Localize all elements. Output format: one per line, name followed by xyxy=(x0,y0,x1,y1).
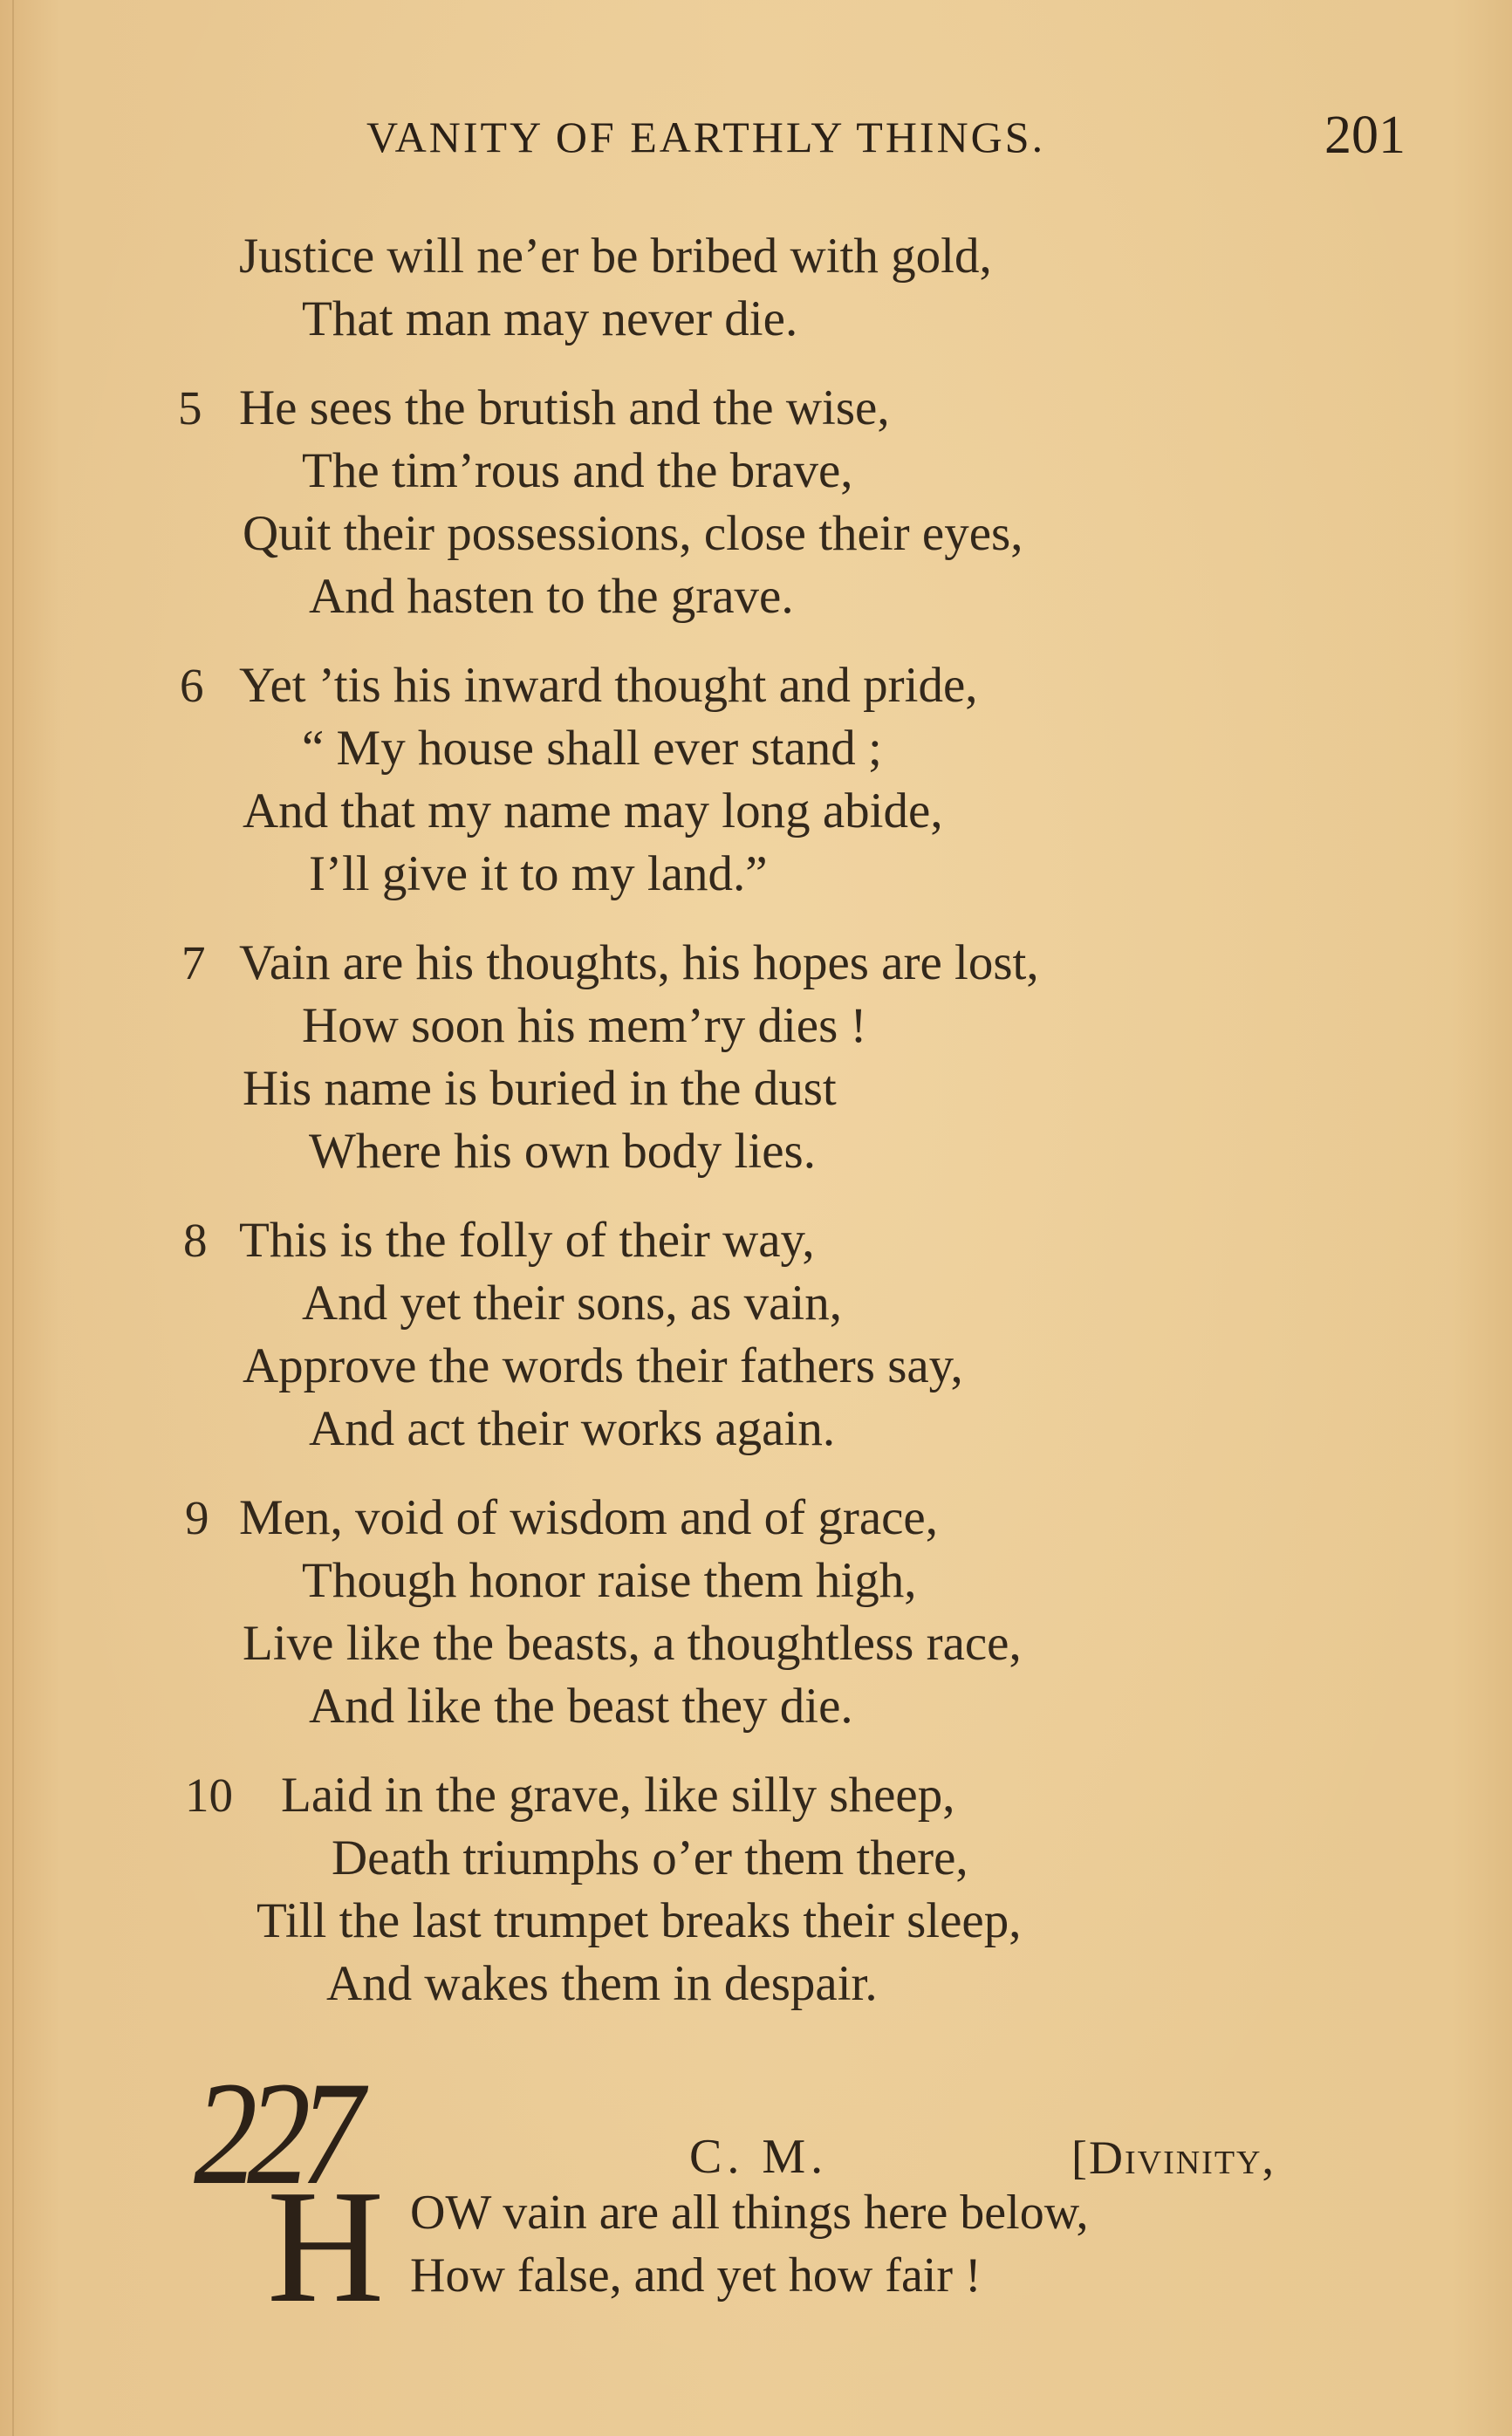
verse-line: Live like the beasts, a thoughtless race, xyxy=(243,1616,1022,1671)
hymn-topic: [Divinity, xyxy=(1071,2132,1276,2184)
stanza-continued xyxy=(0,225,1512,351)
verse-line-text: Laid in the grave, like silly sheep, xyxy=(281,1768,955,1823)
stanza-8 xyxy=(0,1209,1512,1461)
verse-line-text: Yet ’tis his inward thought and pride, xyxy=(239,658,978,713)
verse-line: And wakes them in despair. xyxy=(326,1956,878,2011)
hymn-226-text xyxy=(0,225,1512,2015)
verse-line: And yet their sons, as vain, xyxy=(302,1276,842,1331)
verse-line: Death triumphs o’er them there, xyxy=(332,1830,968,1885)
hymn-meter: C. M. xyxy=(689,2130,829,2184)
verse-line xyxy=(0,377,1512,440)
verse-line-text: Vain are his thoughts, his hopes are lost, xyxy=(239,935,1039,990)
verse-line: Approve the words their fathers say, xyxy=(243,1338,963,1393)
verse-line: Till the last trumpet breaks their sleep, xyxy=(257,1893,1022,1948)
stanza-number: 10 xyxy=(185,1769,233,1822)
verse-line xyxy=(0,1209,1512,1272)
verse-line: His name is buried in the dust xyxy=(243,1061,837,1116)
stanza-number: 7 xyxy=(181,936,206,989)
verse-line: Though honor raise them high, xyxy=(302,1553,917,1608)
drop-cap: H xyxy=(267,2157,385,2337)
verse-line: The tim’rous and the brave, xyxy=(302,443,853,498)
stanza-10 xyxy=(0,1764,1512,2015)
verse-line xyxy=(0,1764,1512,1827)
verse-line: And hasten to the grave. xyxy=(309,569,794,624)
running-head: VANITY OF EARTHLY THINGS. xyxy=(366,113,1046,161)
verse-line xyxy=(0,1487,1512,1550)
hymn-number: 227 xyxy=(194,2051,354,2215)
page-number: 201 xyxy=(1324,106,1406,165)
verse-line-text: Men, void of wisdom and of grace, xyxy=(239,1490,938,1545)
verse-line: And like the beast they die. xyxy=(309,1679,853,1734)
hymn-227-first-lines xyxy=(0,2181,1512,2307)
verse-line: And act their works again. xyxy=(309,1401,836,1456)
stanza-number: 8 xyxy=(183,1214,208,1267)
verse-line xyxy=(0,654,1512,717)
stanza-5 xyxy=(0,377,1512,628)
verse-line: Where his own body lies. xyxy=(309,1124,816,1179)
verse-line: I’ll give it to my land.” xyxy=(309,846,768,901)
stanza-7 xyxy=(0,932,1512,1183)
verse-line-text: This is the folly of their way, xyxy=(239,1213,815,1268)
verse-line: OW vain are all things here below, xyxy=(410,2186,1089,2240)
verse-line: Justice will ne’er be bribed with gold, xyxy=(239,229,992,284)
stanza-number: 6 xyxy=(180,659,204,712)
stanza-6 xyxy=(0,654,1512,906)
verse-line: How soon his mem’ry dies ! xyxy=(302,998,867,1053)
verse-line: Quit their possessions, close their eyes, xyxy=(243,506,1023,561)
verse-line: How false, and yet how fair ! xyxy=(410,2248,982,2303)
verse-line-text: He sees the brutish and the wise, xyxy=(239,380,890,435)
verse-line xyxy=(0,932,1512,995)
stanza-number: 5 xyxy=(178,381,202,435)
verse-line: That man may never die. xyxy=(302,291,798,346)
stanza-number: 9 xyxy=(185,1491,209,1544)
verse-line: “ My house shall ever stand ; xyxy=(302,721,882,776)
stanza-9 xyxy=(0,1487,1512,1738)
verse-line: And that my name may long abide, xyxy=(243,783,943,838)
